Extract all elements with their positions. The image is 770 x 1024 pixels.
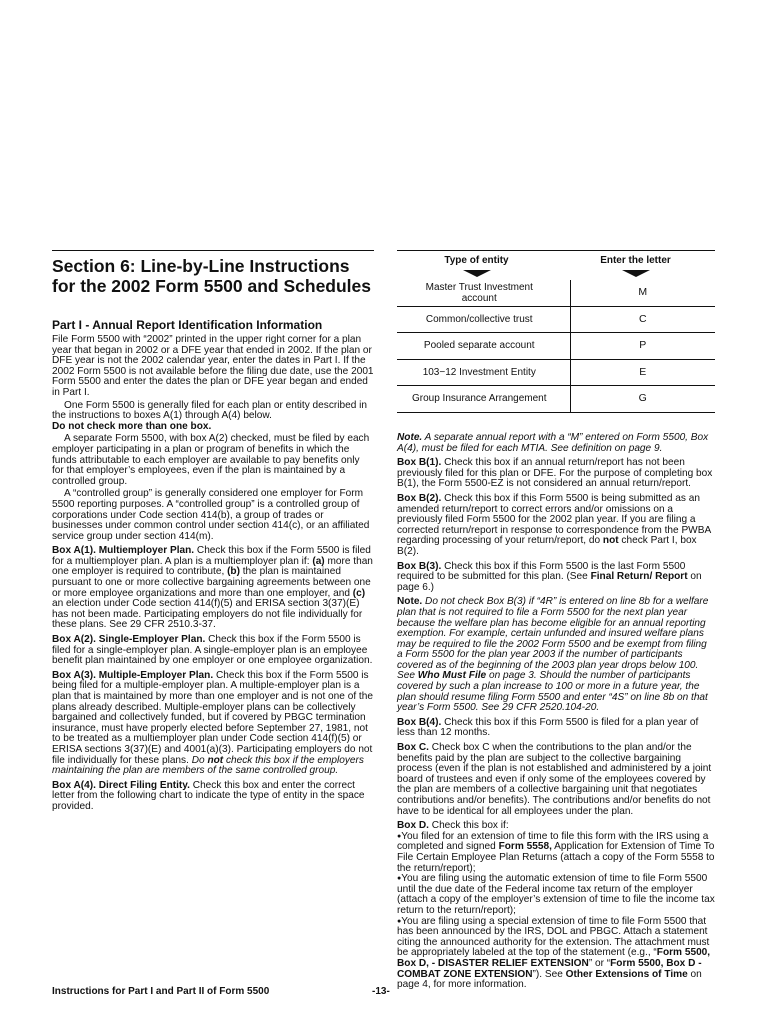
- entity-letter: P: [570, 333, 716, 359]
- box-d-bullet-2: ● You are filing using the automatic extension of time to file Form 5500 until the due date of the Federal income tax return of the employer (attach a copy of the employer’s extension of time to file the income tax return to the return/report);: [397, 874, 715, 916]
- page-number: -13-: [372, 986, 390, 997]
- column-header-letter: Enter the letter: [600, 255, 671, 266]
- box-a1-paragraph: Box A(1). Multiemployer Plan. Check this box if the Form 5500 is filed for a multiemployer plan. A plan is a multiemployer plan if: (a) more than one employer is required to contribute, (b) the plan is maintained pursuant to one or more collective bargaining agreements between one or more employee organizations and more than one employer, and (c) an election under Code section 414(f)(5) and ERISA section 3(37)(E) has not been made. Participating employers do not file individually for these plans. See 29 CFR 2510.3-37.: [52, 545, 373, 631]
- down-arrow-icon: [622, 270, 650, 277]
- box-d-bullet-1: ● You filed for an extension of time to file this form with the IRS using a completed and signed Form 5558, Application for Extension of Time To File Certain Employee Plan Returns (attach a copy of the Form 5558 to the return/report);: [397, 832, 715, 874]
- entity-name: Pooled separate account: [423, 340, 535, 352]
- entity-letter: M: [570, 280, 716, 306]
- note-mtia: Note. A separate annual report with a “M” entered on Form 5500, Box A(4), must be filed for each MTIA. See definition on page 9.: [397, 432, 709, 454]
- right-column: [397, 433, 715, 991]
- paragraph-one-form: One Form 5500 is generally filed for each plan or entity described in the instructions to boxes A(1) through A(4) below.: [52, 399, 367, 422]
- header-arrows: [397, 268, 715, 280]
- entity-letter: C: [570, 307, 716, 333]
- box-b1-paragraph: Box B(1). Check this box if an annual return/report has not been previously filed for this plan or DFE. For the purpose of completing box B(1), the Form 5500-EZ is not considered an annual return/report.: [397, 457, 713, 490]
- section-rule: [52, 250, 374, 251]
- box-d-bullet-3: ● You are filing using a special extension of time to file Form 5500 that has been announced by the IRS, DOL and PBGC. Attach a statement citing the announced authority for the extension. The attachment must be appropriately labeled at the top of the statement (e.g., “Form 5500, Box D, - DISASTER RELIEF EXTENSION” or “Form 5500, Box D - COMBAT ZONE EXTENSION”). See Other Extensions of Time on page 4, for more information.: [397, 917, 715, 991]
- table-row: [397, 307, 715, 334]
- left-column: [52, 250, 374, 815]
- box-b3-paragraph: Box B(3). Check this box if this Form 5500 is the last Form 5500 required to be submitted for this plan. (See Final Return/ Report on page 6.): [397, 560, 702, 593]
- paragraph-file-form: File Form 5500 with “2002” printed in the upper right corner for a plan year that began in 2002 or a DFE year that ended in 2002. If the plan or DFE year is not the 2002 calendar year, enter the dates in Part I. If the 2002 Form 5500 is not available before the filing due date, use the 2001 Form 5500 and enter the dates the plan or DFE year began and ended in Part I.: [52, 334, 374, 398]
- footer-title: Instructions for Part I and Part II of Form 5500: [52, 986, 270, 997]
- down-arrow-icon: [463, 270, 491, 277]
- box-b2-paragraph: Box B(2). Check this box if this Form 5500 is being submitted as an amended return/report to correct errors and/or omissions on a previously filed Form 5500 for the 2002 plan year. If you are filing a corrected return/report in response to correspondence from the PWBA regarding processing of your return/report, do not check Part I, box B(2).: [397, 492, 711, 557]
- entity-type-table: [397, 250, 715, 413]
- box-a4-paragraph: Box A(4). Direct Filing Entity. Check this box and enter the correct letter from the following chart to indicate the type of entity in the space provided.: [52, 779, 365, 812]
- part-heading: Part I - Annual Report Identification Information: [52, 318, 323, 332]
- table-row: [397, 333, 715, 360]
- box-c-paragraph: Box C. Check box C when the contributions to the plan and/or the benefits paid by the plan are subject to the collective bargaining process (even if the plan is not established and administered by a joint board of trustees and even if only some of the employees covered by the plan are members of a collective bargaining unit that negotiates contributions and/or benefits). The contributions and/or benefits do not have to be identical for all employees under the plan.: [397, 742, 712, 817]
- column-header-type: Type of entity: [444, 255, 509, 266]
- entity-name: Master Trust Investment account: [425, 281, 533, 304]
- table-top-rule: [397, 250, 715, 251]
- table-row: [397, 360, 715, 387]
- table-row: [397, 280, 715, 307]
- entity-name: Common/collective trust: [425, 313, 533, 325]
- entity-name: Group Insurance Arrangement: [411, 393, 547, 405]
- table-row: [397, 386, 715, 413]
- box-a2-paragraph: Box A(2). Single-Employer Plan. Check this box if the Form 5500 is filed for a single-employer plan. A single-employer plan is an employee benefit plan maintained by one employer or one employee organization.: [52, 634, 373, 667]
- box-a3-paragraph: Box A(3). Multiple-Employer Plan. Check this box if the Form 5500 is being filed for a multiple-employer plan. A multiple-employer plan is a plan that is maintained by more than one employer and is not one of the plans already described. Multiple-employer plans can be collectively bargained and collectively funded, but if covered by PBGC termination insurance, must have properly elected before September 27, 1981, not to be treated as a multiemployer plan under Code section 414(f)(5) or ERISA sections 3(37)(E) and 4001(a)(3). Participating employers do not file individually for these plans. Do not check this box if the employers maintaining the plan are members of the same controlled group.: [52, 669, 373, 777]
- entity-name: 103−12 Investment Entity: [422, 366, 536, 378]
- entity-letter: E: [570, 360, 716, 386]
- entity-letter: G: [570, 386, 716, 412]
- paragraph-controlled-group: A “controlled group” is generally considered one employer for Form 5500 reporting purposes. A “controlled group” is a controlled group of corporations under Code section 414(b), a group of trades or businesses under common control under section 414(c), or an affiliated service group under section 414(m).: [52, 488, 370, 542]
- paragraph-do-not-check: Do not check more than one box.: [52, 420, 212, 432]
- note-4r: Note. Do not check Box B(3) if “4R” is entered on line 8b for a welfare plan that is not required to file a Form 5500 for the next plan year because the welfare plan has become eligible for an annual reporting exemption. For example, certain unfunded and insured welfare plans may be required to file the 2002 Form 5500 and be exempt from filing a Form 5500 for the plan year 2003 if the number of participants covered as of the beginning of the 2003 plan year drops below 100. See Who Must File on page 3. Should the number of participants covered by such a plan increase to 100 or more in a future year, the plan should resume filing Form 5500 and enter “4S” on line 8b on that year’s Form 5500. See 29 CFR 2520.104-20.: [397, 596, 709, 714]
- paragraph-separate-form: A separate Form 5500, with box A(2) checked, must be filed by each employer participating in a plan or program of benefits in which the funds attributable to each employer are available to pay benefits only for that employer’s employees, even if the plan is maintained by a controlled group.: [52, 433, 370, 487]
- section-title: Section 6: Line-by-Line Instructions for the 2002 Form 5500 and Schedules: [52, 256, 372, 296]
- box-b4-paragraph: Box B(4). Check this box if this Form 5500 is filed for a plan year of less than 12 months.: [397, 716, 699, 739]
- table-header: [397, 253, 715, 268]
- box-d-paragraph: Box D. Check this box if:: [397, 820, 509, 832]
